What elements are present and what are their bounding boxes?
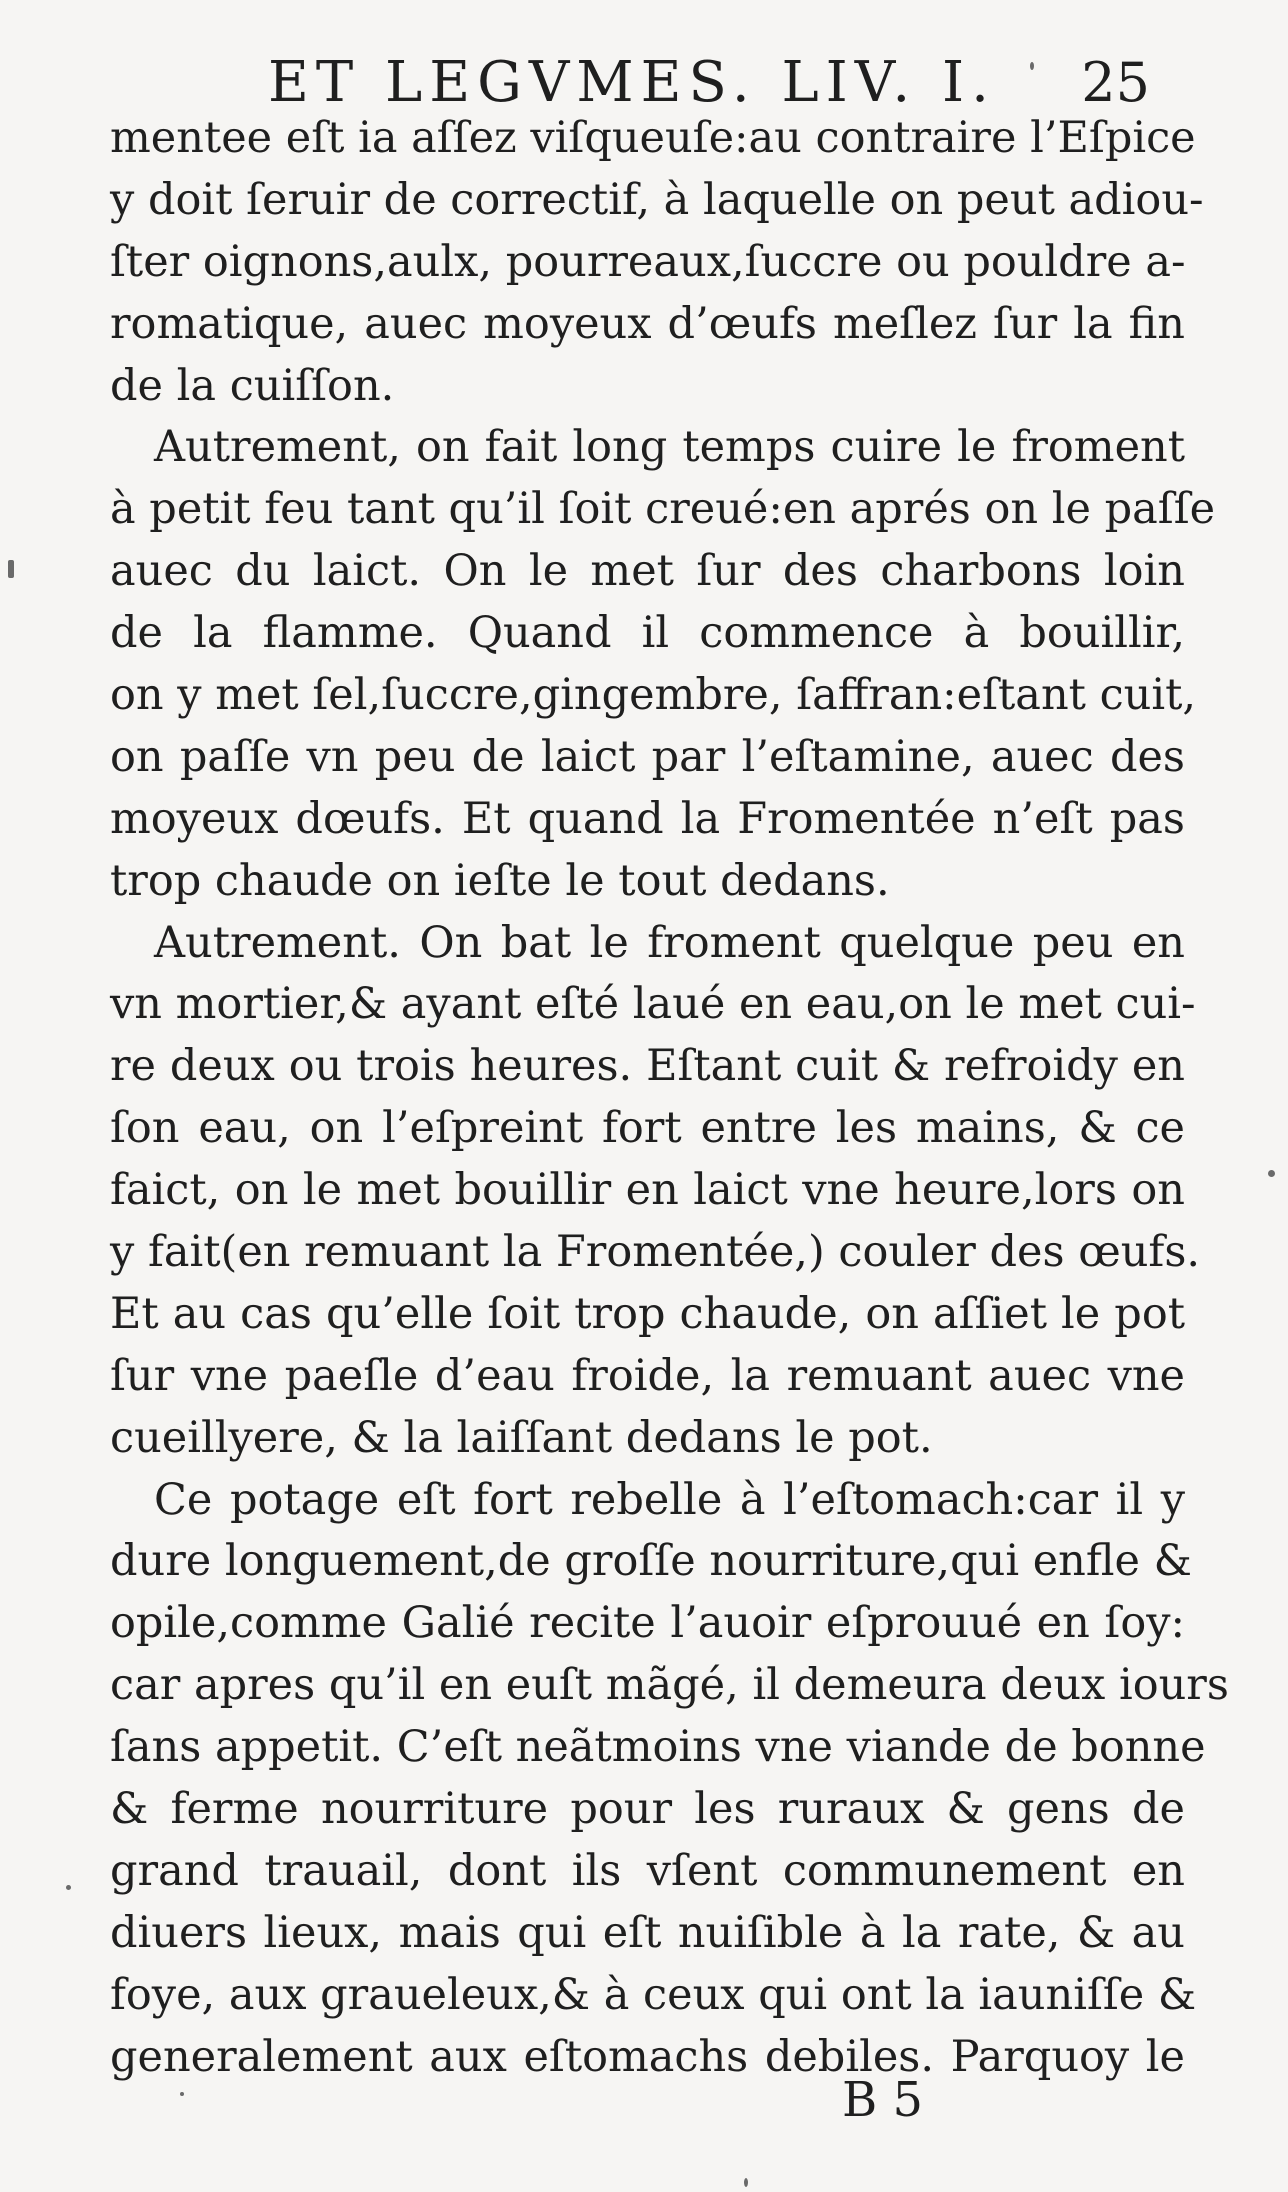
text-line: y doit ſeruir de correctif, à laquelle on peut adiou- — [110, 174, 1204, 225]
text-line: vn mortier,& ayant eſté laué en eau,on le met cui- — [110, 979, 1196, 1030]
text-line: re deux ou trois heures. Eſtant cuit & refroidy en — [110, 1041, 1185, 1092]
text-line: romatique, auec moyeux d’œufs meſlez ſur la fin — [110, 298, 1185, 349]
ink-speck — [1268, 1170, 1275, 1177]
text-line: trop chaude on ieſte le tout dedans. — [110, 855, 890, 906]
text-line: car apres qu’il en euſt mãgé, il demeura deux iours — [110, 1660, 1229, 1711]
ink-speck — [180, 2092, 184, 2096]
text-line: Ce potage eſt fort rebelle à l’eſtomach:car il y — [154, 1474, 1185, 1525]
text-line: à petit feu tant qu’il ſoit creué:en aprés on le paſſe — [110, 484, 1216, 535]
text-line: on y met ſel,ſuccre,gingembre, ſaffran:eſtant cuit, — [110, 670, 1197, 721]
text-line: grand trauail, dont ils vſent communement en — [110, 1845, 1185, 1896]
text-line: Autrement, on fait long temps cuire le froment — [154, 422, 1185, 473]
text-line: on paſſe vn peu de laict par l’eſtamine, auec des — [110, 731, 1185, 782]
ink-speck — [66, 1885, 71, 1890]
ink-speck — [8, 560, 14, 578]
text-line: dure longuement,de groſſe nourriture,qui enfle & — [110, 1536, 1192, 1587]
page-body — [110, 108, 1229, 2089]
text-line: moyeux dœufs. Et quand la Fromentée n’eſt pas — [110, 793, 1185, 844]
text-line: diuers lieux, mais qui eſt nuiſible à la rate, & au — [110, 1907, 1185, 1958]
text-line: opile,comme Galié recite l’auoir eſprouué en ſoy: — [110, 1598, 1185, 1649]
text-line: de la cuiſſon. — [110, 360, 395, 411]
text-line: faict, on le met bouillir en laict vne heure,lors on — [110, 1165, 1185, 1216]
text-line: auec du laict. On le met ſur des charbons loin — [110, 546, 1185, 597]
text-line: ſur vne paeſle d’eau froide, la remuant auec vne — [110, 1350, 1185, 1401]
text-line: Autrement. On bat le froment quelque peu en — [154, 917, 1185, 968]
ink-speck — [744, 2178, 748, 2187]
text-line: foye, aux graueleux,& à ceux qui ont la iauniſſe & — [110, 1969, 1197, 2020]
ink-speck — [1030, 62, 1034, 70]
text-line: ſter oignons,aulx, pourreaux,ſuccre ou pouldre a- — [110, 236, 1186, 287]
signature-mark: B 5 — [842, 2072, 924, 2128]
running-title: ET LEGVMES. LIV. I. — [268, 50, 996, 115]
text-line: Et au cas qu’elle ſoit trop chaude, on aſſiet le pot — [110, 1288, 1185, 1339]
text-line: mentee eſt ia aſſez viſqueuſe:au contraire l’Eſpice — [110, 113, 1196, 163]
text-line: ſans appetit. C’eſt neãtmoins vne viande de bonne — [110, 1722, 1206, 1773]
page-number: 25 — [1081, 51, 1150, 114]
text-line: & ferme nourriture pour les ruraux & gens de — [110, 1784, 1185, 1835]
text-line: de la flamme. Quand il commence à bouillir, — [110, 608, 1185, 659]
text-line: y fait(en remuant la Fromentée,) couler des œufs. — [110, 1227, 1201, 1278]
text-line: cueillyere, & la laiſſant dedans le pot. — [110, 1412, 933, 1463]
text-line: generalement aux eſtomachs debiles. Parquoy le — [110, 2031, 1185, 2082]
text-line: ſon eau, on l’eſpreint fort entre les mains, & ce — [110, 1103, 1185, 1154]
